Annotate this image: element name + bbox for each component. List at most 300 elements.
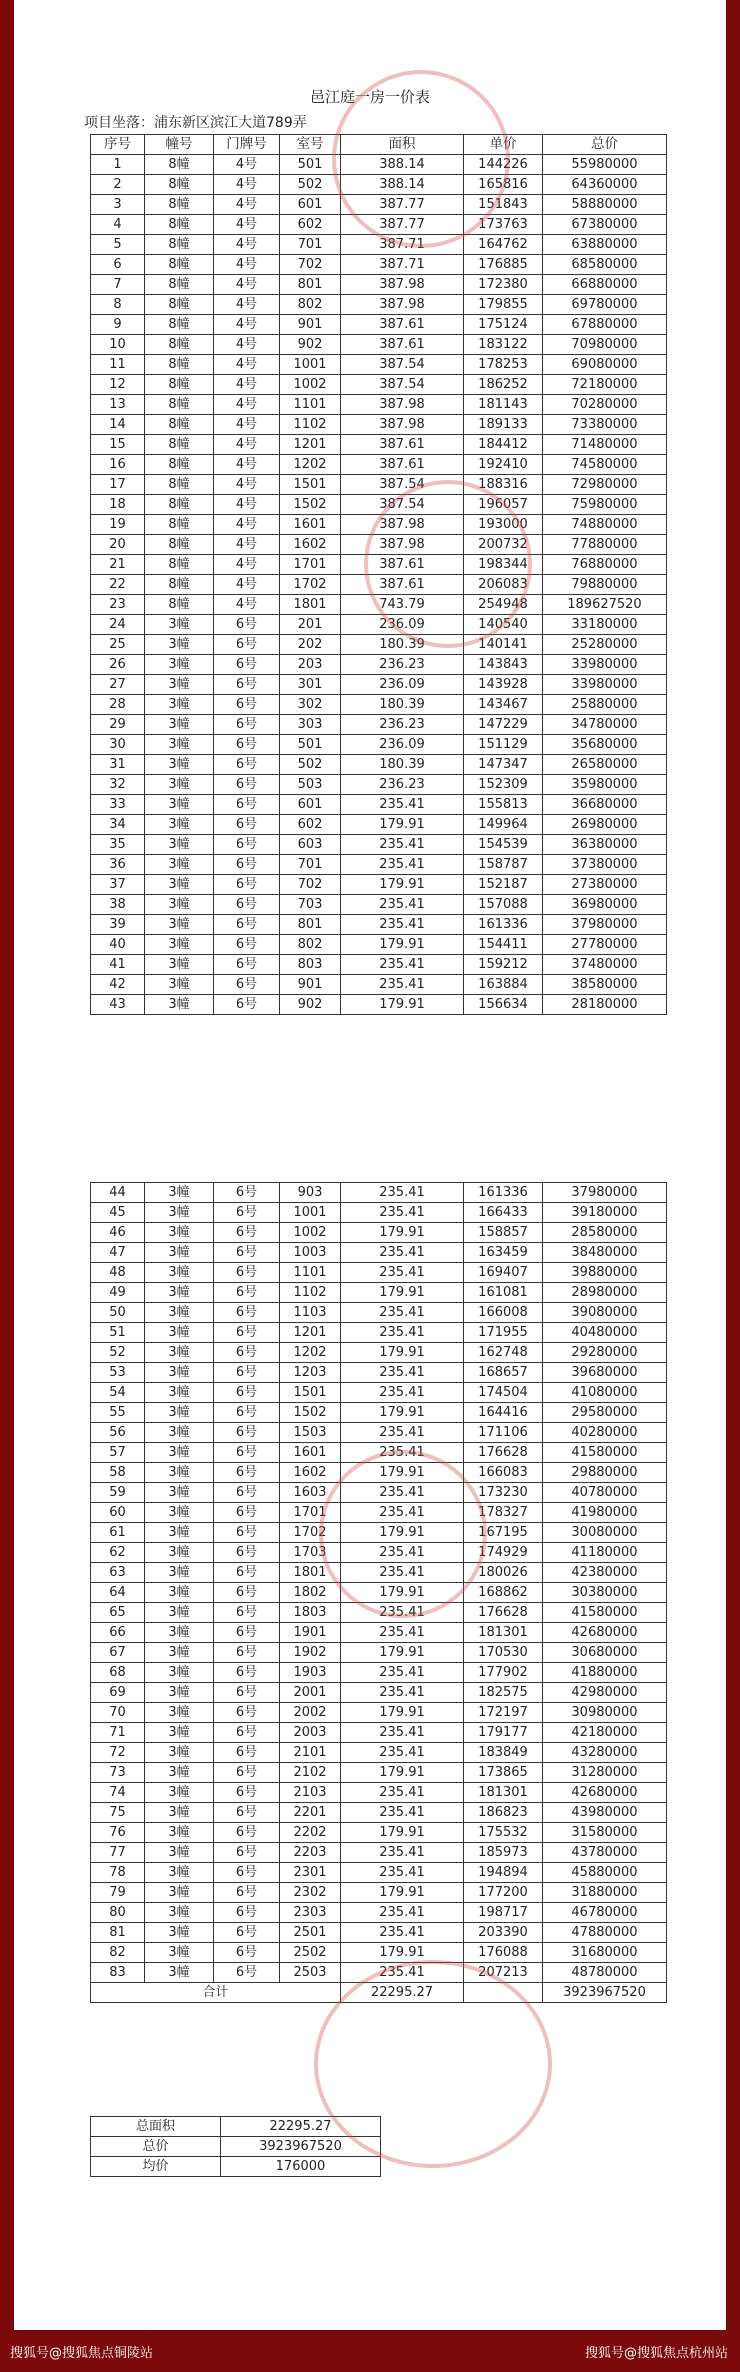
cell-unit-price: 155813 bbox=[464, 795, 543, 815]
cell-unit-price: 163459 bbox=[464, 1243, 543, 1263]
cell-building: 3幢 bbox=[145, 715, 214, 735]
cell-total-price: 27380000 bbox=[543, 875, 667, 895]
cell-building: 3幢 bbox=[145, 635, 214, 655]
cell-door-number: 4号 bbox=[214, 375, 280, 395]
cell-total-price: 42980000 bbox=[543, 1683, 667, 1703]
header-total-price: 总价 bbox=[543, 135, 667, 155]
cell-door-number: 6号 bbox=[214, 1783, 280, 1803]
cell-row-number: 71 bbox=[91, 1723, 145, 1743]
cell-building: 8幢 bbox=[145, 575, 214, 595]
cell-building: 3幢 bbox=[145, 1183, 214, 1203]
cell-unit-number: 702 bbox=[280, 875, 341, 895]
cell-total-price: 25880000 bbox=[543, 695, 667, 715]
cell-row-number: 53 bbox=[91, 1363, 145, 1383]
cell-total-price: 42380000 bbox=[543, 1563, 667, 1583]
cell-total-price: 63880000 bbox=[543, 235, 667, 255]
cell-door-number: 6号 bbox=[214, 1183, 280, 1203]
summary-label: 总面积 bbox=[91, 2117, 221, 2137]
cell-area: 235.41 bbox=[341, 835, 464, 855]
cell-door-number: 6号 bbox=[214, 1823, 280, 1843]
cell-total-price: 47880000 bbox=[543, 1923, 667, 1943]
cell-door-number: 6号 bbox=[214, 1443, 280, 1463]
cell-row-number: 54 bbox=[91, 1383, 145, 1403]
cell-unit-number: 1801 bbox=[280, 595, 341, 615]
cell-unit-price: 172197 bbox=[464, 1703, 543, 1723]
table-row bbox=[91, 1343, 667, 1363]
cell-building: 8幢 bbox=[145, 195, 214, 215]
cell-area: 387.98 bbox=[341, 275, 464, 295]
cell-unit-price: 183849 bbox=[464, 1743, 543, 1763]
summary-value: 22295.27 bbox=[221, 2117, 381, 2137]
total-area: 22295.27 bbox=[341, 1983, 464, 2003]
summary-label: 总价 bbox=[91, 2137, 221, 2157]
cell-area: 236.09 bbox=[341, 735, 464, 755]
cell-unit-number: 901 bbox=[280, 315, 341, 335]
cell-total-price: 67380000 bbox=[543, 215, 667, 235]
cell-door-number: 4号 bbox=[214, 535, 280, 555]
cell-row-number: 74 bbox=[91, 1783, 145, 1803]
document-page bbox=[14, 0, 726, 2330]
cell-building: 8幢 bbox=[145, 415, 214, 435]
cell-row-number: 60 bbox=[91, 1503, 145, 1523]
cell-row-number: 4 bbox=[91, 215, 145, 235]
cell-unit-number: 1101 bbox=[280, 1263, 341, 1283]
cell-unit-price: 186823 bbox=[464, 1803, 543, 1823]
cell-door-number: 6号 bbox=[214, 1603, 280, 1623]
cell-total-price: 26580000 bbox=[543, 755, 667, 775]
cell-total-price: 72980000 bbox=[543, 475, 667, 495]
cell-area: 179.91 bbox=[341, 1223, 464, 1243]
cell-unit-price: 171955 bbox=[464, 1323, 543, 1343]
cell-row-number: 6 bbox=[91, 255, 145, 275]
cell-unit-number: 1902 bbox=[280, 1643, 341, 1663]
cell-door-number: 6号 bbox=[214, 995, 280, 1015]
cell-total-price: 28580000 bbox=[543, 1223, 667, 1243]
cell-total-price: 33980000 bbox=[543, 675, 667, 695]
table-row bbox=[91, 955, 667, 975]
cell-unit-number: 1903 bbox=[280, 1663, 341, 1683]
cell-unit-price: 198717 bbox=[464, 1903, 543, 1923]
cell-door-number: 4号 bbox=[214, 195, 280, 215]
cell-area: 387.98 bbox=[341, 535, 464, 555]
cell-building: 3幢 bbox=[145, 1303, 214, 1323]
table-row bbox=[91, 755, 667, 775]
table-row bbox=[91, 1243, 667, 1263]
cell-area: 179.91 bbox=[341, 875, 464, 895]
cell-building: 3幢 bbox=[145, 1823, 214, 1843]
cell-area: 235.41 bbox=[341, 1623, 464, 1643]
cell-door-number: 6号 bbox=[214, 1663, 280, 1683]
cell-door-number: 6号 bbox=[214, 635, 280, 655]
cell-door-number: 6号 bbox=[214, 1343, 280, 1363]
cell-total-price: 38580000 bbox=[543, 975, 667, 995]
cell-unit-number: 1202 bbox=[280, 1343, 341, 1363]
cell-unit-number: 1201 bbox=[280, 1323, 341, 1343]
cell-unit-price: 179177 bbox=[464, 1723, 543, 1743]
cell-door-number: 6号 bbox=[214, 1363, 280, 1383]
cell-total-price: 42180000 bbox=[543, 1723, 667, 1743]
cell-door-number: 4号 bbox=[214, 415, 280, 435]
cell-total-price: 70980000 bbox=[543, 335, 667, 355]
table-row bbox=[91, 915, 667, 935]
cell-unit-number: 1102 bbox=[280, 415, 341, 435]
cell-unit-price: 167195 bbox=[464, 1523, 543, 1543]
cell-door-number: 6号 bbox=[214, 1543, 280, 1563]
table-row bbox=[91, 315, 667, 335]
cell-building: 3幢 bbox=[145, 655, 214, 675]
table-row bbox=[91, 1823, 667, 1843]
cell-unit-number: 2102 bbox=[280, 1763, 341, 1783]
table-row bbox=[91, 355, 667, 375]
cell-door-number: 6号 bbox=[214, 1743, 280, 1763]
cell-door-number: 6号 bbox=[214, 1563, 280, 1583]
cell-door-number: 4号 bbox=[214, 555, 280, 575]
cell-area: 235.41 bbox=[341, 1243, 464, 1263]
table-row bbox=[91, 1643, 667, 1663]
cell-area: 180.39 bbox=[341, 635, 464, 655]
cell-row-number: 7 bbox=[91, 275, 145, 295]
cell-total-price: 73380000 bbox=[543, 415, 667, 435]
table-row bbox=[91, 1623, 667, 1643]
cell-building: 3幢 bbox=[145, 1403, 214, 1423]
cell-total-price: 39180000 bbox=[543, 1203, 667, 1223]
cell-door-number: 6号 bbox=[214, 1723, 280, 1743]
cell-door-number: 6号 bbox=[214, 1383, 280, 1403]
cell-building: 3幢 bbox=[145, 915, 214, 935]
cell-total-price: 39080000 bbox=[543, 1303, 667, 1323]
cell-row-number: 30 bbox=[91, 735, 145, 755]
cell-row-number: 34 bbox=[91, 815, 145, 835]
cell-unit-number: 1601 bbox=[280, 1443, 341, 1463]
cell-area: 387.61 bbox=[341, 555, 464, 575]
cell-area: 179.91 bbox=[341, 1883, 464, 1903]
cell-door-number: 4号 bbox=[214, 255, 280, 275]
cell-building: 3幢 bbox=[145, 975, 214, 995]
cell-unit-number: 1503 bbox=[280, 1423, 341, 1443]
cell-area: 235.41 bbox=[341, 1483, 464, 1503]
cell-building: 3幢 bbox=[145, 795, 214, 815]
cell-building: 8幢 bbox=[145, 375, 214, 395]
cell-area: 236.23 bbox=[341, 655, 464, 675]
cell-unit-price: 166433 bbox=[464, 1203, 543, 1223]
cell-row-number: 32 bbox=[91, 775, 145, 795]
table-row bbox=[91, 575, 667, 595]
cell-unit-price: 175124 bbox=[464, 315, 543, 335]
cell-total-price: 35980000 bbox=[543, 775, 667, 795]
project-location: 项目坐落：浦东新区滨江大道789弄 bbox=[84, 115, 307, 131]
cell-unit-number: 2003 bbox=[280, 1723, 341, 1743]
cell-unit-number: 1002 bbox=[280, 1223, 341, 1243]
cell-door-number: 4号 bbox=[214, 175, 280, 195]
cell-row-number: 64 bbox=[91, 1583, 145, 1603]
table-row bbox=[91, 1523, 667, 1543]
cell-row-number: 78 bbox=[91, 1863, 145, 1883]
cell-unit-number: 2103 bbox=[280, 1783, 341, 1803]
cell-unit-number: 701 bbox=[280, 855, 341, 875]
cell-building: 3幢 bbox=[145, 1863, 214, 1883]
cell-door-number: 4号 bbox=[214, 515, 280, 535]
cell-door-number: 6号 bbox=[214, 1923, 280, 1943]
cell-building: 3幢 bbox=[145, 1643, 214, 1663]
cell-total-price: 79880000 bbox=[543, 575, 667, 595]
cell-unit-number: 1003 bbox=[280, 1243, 341, 1263]
cell-total-price: 30680000 bbox=[543, 1643, 667, 1663]
cell-total-price: 31880000 bbox=[543, 1883, 667, 1903]
cell-total-price: 38480000 bbox=[543, 1243, 667, 1263]
cell-total-price: 29880000 bbox=[543, 1463, 667, 1483]
page-title: 邑江庭一房一价表 bbox=[309, 88, 430, 106]
cell-unit-price: 158787 bbox=[464, 855, 543, 875]
table-row bbox=[91, 1763, 667, 1783]
cell-row-number: 24 bbox=[91, 615, 145, 635]
cell-total-price: 36980000 bbox=[543, 895, 667, 915]
table-row bbox=[91, 535, 667, 555]
cell-row-number: 38 bbox=[91, 895, 145, 915]
cell-total-price: 41080000 bbox=[543, 1383, 667, 1403]
cell-unit-price: 181301 bbox=[464, 1623, 543, 1643]
cell-unit-price: 192410 bbox=[464, 455, 543, 475]
cell-row-number: 56 bbox=[91, 1423, 145, 1443]
cell-building: 3幢 bbox=[145, 935, 214, 955]
cell-unit-number: 2303 bbox=[280, 1903, 341, 1923]
cell-total-price: 31280000 bbox=[543, 1763, 667, 1783]
cell-total-price: 43780000 bbox=[543, 1843, 667, 1863]
cell-row-number: 16 bbox=[91, 455, 145, 475]
cell-door-number: 4号 bbox=[214, 495, 280, 515]
cell-total-price: 76880000 bbox=[543, 555, 667, 575]
cell-door-number: 6号 bbox=[214, 1523, 280, 1543]
cell-area: 179.91 bbox=[341, 1403, 464, 1423]
cell-unit-number: 303 bbox=[280, 715, 341, 735]
cell-total-price: 39680000 bbox=[543, 1363, 667, 1383]
table-row bbox=[91, 1563, 667, 1583]
cell-door-number: 6号 bbox=[214, 1683, 280, 1703]
cell-area: 387.61 bbox=[341, 435, 464, 455]
table-row bbox=[91, 975, 667, 995]
cell-row-number: 10 bbox=[91, 335, 145, 355]
cell-row-number: 66 bbox=[91, 1623, 145, 1643]
cell-row-number: 44 bbox=[91, 1183, 145, 1203]
cell-area: 235.41 bbox=[341, 1903, 464, 1923]
table-row bbox=[91, 595, 667, 615]
cell-area: 235.41 bbox=[341, 1863, 464, 1883]
cell-unit-price: 147347 bbox=[464, 755, 543, 775]
cell-total-price: 48780000 bbox=[543, 1963, 667, 1983]
cell-row-number: 61 bbox=[91, 1523, 145, 1543]
cell-area: 235.41 bbox=[341, 1603, 464, 1623]
cell-door-number: 4号 bbox=[214, 315, 280, 335]
cell-building: 8幢 bbox=[145, 455, 214, 475]
table-row bbox=[91, 1403, 667, 1423]
cell-area: 179.91 bbox=[341, 1943, 464, 1963]
cell-unit-price: 144226 bbox=[464, 155, 543, 175]
cell-area: 179.91 bbox=[341, 995, 464, 1015]
cell-door-number: 6号 bbox=[214, 715, 280, 735]
cell-unit-price: 180026 bbox=[464, 1563, 543, 1583]
cell-unit-price: 176628 bbox=[464, 1443, 543, 1463]
cell-area: 387.54 bbox=[341, 355, 464, 375]
cell-total-price: 40780000 bbox=[543, 1483, 667, 1503]
cell-area: 387.61 bbox=[341, 335, 464, 355]
cell-unit-number: 1901 bbox=[280, 1623, 341, 1643]
table-row bbox=[91, 195, 667, 215]
cell-door-number: 4号 bbox=[214, 215, 280, 235]
cell-door-number: 4号 bbox=[214, 455, 280, 475]
cell-row-number: 2 bbox=[91, 175, 145, 195]
cell-door-number: 6号 bbox=[214, 1803, 280, 1823]
cell-door-number: 6号 bbox=[214, 1703, 280, 1723]
cell-door-number: 4号 bbox=[214, 295, 280, 315]
cell-unit-price: 163884 bbox=[464, 975, 543, 995]
cell-building: 8幢 bbox=[145, 535, 214, 555]
cell-building: 3幢 bbox=[145, 1883, 214, 1903]
cell-unit-number: 2302 bbox=[280, 1883, 341, 1903]
cell-door-number: 6号 bbox=[214, 1223, 280, 1243]
cell-unit-number: 1801 bbox=[280, 1563, 341, 1583]
table-row bbox=[91, 455, 667, 475]
cell-unit-number: 701 bbox=[280, 235, 341, 255]
cell-total-price: 28980000 bbox=[543, 1283, 667, 1303]
cell-door-number: 6号 bbox=[214, 675, 280, 695]
cell-total-price: 30080000 bbox=[543, 1523, 667, 1543]
cell-unit-price: 189133 bbox=[464, 415, 543, 435]
cell-door-number: 6号 bbox=[214, 1503, 280, 1523]
cell-unit-price: 174929 bbox=[464, 1543, 543, 1563]
cell-unit-number: 501 bbox=[280, 155, 341, 175]
cell-door-number: 6号 bbox=[214, 1763, 280, 1783]
cell-total-price: 37980000 bbox=[543, 1183, 667, 1203]
table-row bbox=[91, 1483, 667, 1503]
cell-unit-price: 140141 bbox=[464, 635, 543, 655]
cell-building: 3幢 bbox=[145, 1443, 214, 1463]
header-row-number: 序号 bbox=[91, 135, 145, 155]
cell-total-price: 37980000 bbox=[543, 915, 667, 935]
cell-door-number: 6号 bbox=[214, 835, 280, 855]
cell-building: 8幢 bbox=[145, 215, 214, 235]
cell-door-number: 6号 bbox=[214, 655, 280, 675]
cell-unit-number: 602 bbox=[280, 815, 341, 835]
cell-area: 235.41 bbox=[341, 895, 464, 915]
table-row bbox=[91, 875, 667, 895]
cell-unit-number: 702 bbox=[280, 255, 341, 275]
table-row bbox=[91, 1803, 667, 1823]
summary-row bbox=[91, 2137, 381, 2157]
table-row bbox=[91, 1503, 667, 1523]
cell-total-price: 35680000 bbox=[543, 735, 667, 755]
cell-row-number: 25 bbox=[91, 635, 145, 655]
cell-unit-number: 1203 bbox=[280, 1363, 341, 1383]
cell-unit-price: 175532 bbox=[464, 1823, 543, 1843]
cell-total-price: 71480000 bbox=[543, 435, 667, 455]
cell-door-number: 6号 bbox=[214, 1963, 280, 1983]
cell-unit-price: 176628 bbox=[464, 1603, 543, 1623]
table-row bbox=[91, 995, 667, 1015]
cell-unit-number: 502 bbox=[280, 175, 341, 195]
cell-unit-number: 603 bbox=[280, 835, 341, 855]
cell-unit-price: 177200 bbox=[464, 1883, 543, 1903]
cell-total-price: 58880000 bbox=[543, 195, 667, 215]
table-row bbox=[91, 1743, 667, 1763]
cell-row-number: 35 bbox=[91, 835, 145, 855]
cell-building: 3幢 bbox=[145, 1483, 214, 1503]
table-row bbox=[91, 1423, 667, 1443]
cell-door-number: 4号 bbox=[214, 155, 280, 175]
cell-row-number: 8 bbox=[91, 295, 145, 315]
cell-building: 3幢 bbox=[145, 1743, 214, 1763]
cell-door-number: 6号 bbox=[214, 795, 280, 815]
cell-building: 8幢 bbox=[145, 355, 214, 375]
table-row bbox=[91, 1943, 667, 1963]
cell-total-price: 41980000 bbox=[543, 1503, 667, 1523]
cell-row-number: 77 bbox=[91, 1843, 145, 1863]
table-row bbox=[91, 1923, 667, 1943]
cell-door-number: 6号 bbox=[214, 1583, 280, 1603]
table-row bbox=[91, 1783, 667, 1803]
cell-unit-number: 1501 bbox=[280, 1383, 341, 1403]
table-row bbox=[91, 555, 667, 575]
cell-area: 179.91 bbox=[341, 935, 464, 955]
cell-total-price: 40480000 bbox=[543, 1323, 667, 1343]
table-row bbox=[91, 1603, 667, 1623]
cell-area: 236.23 bbox=[341, 715, 464, 735]
cell-unit-number: 2101 bbox=[280, 1743, 341, 1763]
cell-unit-number: 801 bbox=[280, 915, 341, 935]
cell-row-number: 31 bbox=[91, 755, 145, 775]
cell-total-price: 75980000 bbox=[543, 495, 667, 515]
cell-unit-number: 602 bbox=[280, 215, 341, 235]
cell-unit-price: 185973 bbox=[464, 1843, 543, 1863]
cell-row-number: 81 bbox=[91, 1923, 145, 1943]
footer-bar bbox=[0, 2330, 740, 2372]
cell-area: 235.41 bbox=[341, 1683, 464, 1703]
cell-door-number: 6号 bbox=[214, 1843, 280, 1863]
cell-row-number: 55 bbox=[91, 1403, 145, 1423]
table-row bbox=[91, 1723, 667, 1743]
cell-unit-number: 1803 bbox=[280, 1603, 341, 1623]
cell-door-number: 6号 bbox=[214, 735, 280, 755]
table-row bbox=[91, 215, 667, 235]
cell-area: 235.41 bbox=[341, 1383, 464, 1403]
cell-area: 180.39 bbox=[341, 695, 464, 715]
cell-unit-price: 161081 bbox=[464, 1283, 543, 1303]
cell-unit-price: 168862 bbox=[464, 1583, 543, 1603]
cell-unit-price: 164762 bbox=[464, 235, 543, 255]
cell-unit-price: 165816 bbox=[464, 175, 543, 195]
cell-unit-price: 172380 bbox=[464, 275, 543, 295]
cell-door-number: 4号 bbox=[214, 395, 280, 415]
table-row bbox=[91, 175, 667, 195]
cell-row-number: 76 bbox=[91, 1823, 145, 1843]
cell-row-number: 36 bbox=[91, 855, 145, 875]
cell-building: 3幢 bbox=[145, 1563, 214, 1583]
cell-unit-price: 169407 bbox=[464, 1263, 543, 1283]
cell-door-number: 6号 bbox=[214, 615, 280, 635]
cell-area: 387.61 bbox=[341, 315, 464, 335]
table-row bbox=[91, 675, 667, 695]
cell-building: 8幢 bbox=[145, 495, 214, 515]
cell-unit-price: 171106 bbox=[464, 1423, 543, 1443]
cell-row-number: 27 bbox=[91, 675, 145, 695]
cell-door-number: 4号 bbox=[214, 435, 280, 455]
cell-unit-number: 203 bbox=[280, 655, 341, 675]
cell-door-number: 6号 bbox=[214, 1483, 280, 1503]
cell-building: 3幢 bbox=[145, 1923, 214, 1943]
cell-row-number: 47 bbox=[91, 1243, 145, 1263]
cell-row-number: 63 bbox=[91, 1563, 145, 1583]
cell-total-price: 31680000 bbox=[543, 1943, 667, 1963]
cell-area: 179.91 bbox=[341, 1823, 464, 1843]
cell-door-number: 6号 bbox=[214, 1243, 280, 1263]
